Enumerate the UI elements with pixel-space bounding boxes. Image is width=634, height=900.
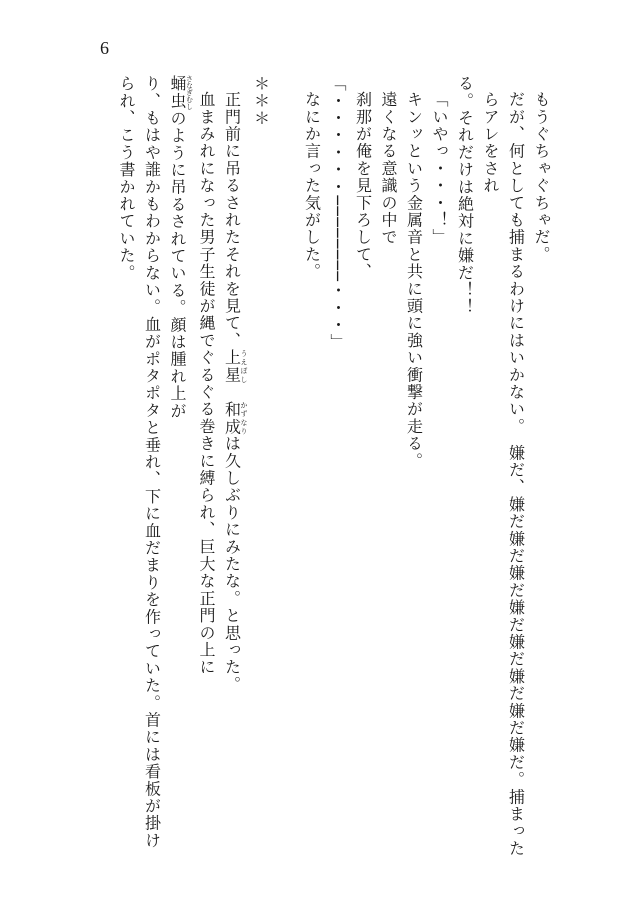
ruby-uebashi — [222, 349, 248, 384]
text-fragment: 正門前に吊るされたそれを見て、 — [222, 91, 242, 349]
ruby-kazunari — [222, 400, 248, 436]
ruby-base: 和成 — [222, 400, 242, 436]
ruby-sanagi — [168, 75, 194, 110]
text-fragment: のように吊るされている。顔は腫れ上が — [168, 109, 187, 420]
text-line — [219, 75, 248, 865]
ruby-reading: かずなり — [240, 400, 248, 436]
text-line: なにか言った気がした。 — [302, 91, 322, 281]
text-line — [165, 75, 194, 865]
text-line: 「いやっ・・・！」 — [430, 91, 449, 246]
ruby-reading: うえぼし — [240, 349, 248, 384]
text-line: もうぐちゃぐちゃだ。 — [532, 91, 551, 263]
text-line: 刹那が俺を見下ろして、 — [353, 91, 373, 281]
blank-line — [274, 75, 300, 865]
text-line: 血まみれになった男子生徒が縄でぐるぐる巻きに縛られ、巨大な正門の上に — [197, 91, 216, 676]
ruby-base: 上星 — [222, 349, 242, 384]
text-line: だが、何としても捕まるわけにはいかない。 嫌だ、嫌だ嫌だ嫌だ嫌だ嫌だ嫌だ嫌だ嫌だ。捕まったらアレをされ — [481, 91, 526, 858]
text-line: る。それだけは絶対に嫌だ！！ — [455, 75, 475, 316]
text-line: 「・・・・・・────────・・・」 — [328, 75, 347, 351]
section-separator: ＊＊＊ — [251, 75, 271, 127]
text-line: 遠くなる意識の中で — [379, 91, 398, 246]
text-fragment — [223, 383, 242, 400]
text-line: キンッという金属音と共に頭に強い衝撃が走る。 — [404, 91, 424, 470]
text-fragment: は久しぶりにみたな。と思った。 — [222, 435, 242, 694]
vertical-text-body — [114, 75, 555, 865]
text-line: り、もはや誰かもわからない。血がポタポタと垂れ、下に血だまりを作っていた。首には看板が掛けられ、こう書かれていた。 — [117, 75, 162, 849]
ruby-reading: さなぎむし — [185, 75, 194, 110]
page-number: 6 — [100, 38, 109, 58]
ruby-base: 蛹虫 — [168, 75, 187, 110]
